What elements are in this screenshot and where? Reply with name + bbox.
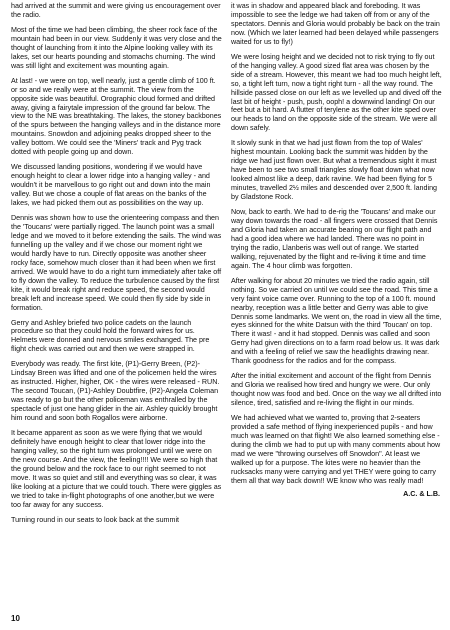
magazine-page <box>11 2 441 628</box>
paragraph: Everybody was ready. The first kite, (P1)-Gerry Breen, (P2)-Lindsay Breen was lifted and one of the policemen held the wires as instructed. Higher, higher, OK - the wires were released - RUN. The second Toucan, (P1)-Ashley Doubtfire, (P2)-Angela Coleman was ready to go but the other policeman was enthralled by the spectacle of just one hang glider in the air. Ashley quickly brought him round and soon both Rogallos were airborne. <box>11 360 220 423</box>
paragraph: Now, back to earth. We had to de-rig the 'Toucans' and make our way down towards the road - all fingers were crossed that Dennis and Gloria had taken an accurate bearing on our flight path and had a good idea where we had landed. There was no point in trying the radio, Llanberis was well out of range. We started walking, rejuvenated by the flight and re-living it time and time again. The 4 hour climb was forgotten. <box>231 208 438 270</box>
left-column <box>11 2 222 531</box>
right-column <box>231 2 442 499</box>
paragraph: Dennis was shown how to use the orienteering compass and then the 'Toucans' were partially rigged. The launch point was a small ledge and we moved to it before extending the sails. The wind was funnelling up the valley and if we chose our moment right we would hardly have to run. Directly opposite was another sheer rocky face, somehow much closer than it had been when we first arrived. We would have to do a right turn immediately after take off to fly down the valley. To reduce the turbulence caused by the first kite, it would break right and reduce speed, the second would break left and increase speed. We could then fly side by side in formation. <box>11 214 222 312</box>
paragraph: Gerry and Ashley briefed two police cadets on the launch procedure so that they could hold the forward wires for us. Helmets were donned and nervous smiles exchanged. The pre flight check was carried out and then we were strapped in. <box>11 318 210 354</box>
paragraph: After walking for about 20 minutes we tried the radio again, still nothing. So we carried on until we could see the road. This time a very faint voice came over. Running to the top of a 100 ft. mound nearby, reception was a little better and Gerry was able to give Dennis some landmarks. We went on, the road in view all the time, eyes skinned for the white Datsun with the third 'Toucan' on top. There it was! - and it had stopped. Dennis was called and soon Gerry had given directions on to a farm road below us. It was dark and with a feeling of relief we saw the headlights drawing near. Thank goodness for the radios and for the compass. <box>231 276 442 366</box>
paragraph: Most of the time we had been climbing, the sheer rock face of the mountain had been in our view. Suddenly it was very close and the thought of launching from it into the Alpine looking valley with its lakes, set our hearts pounding and stomachs churning. The wind was still light and excitement was mounting again. <box>11 25 222 70</box>
paragraph: At last! - we were on top, well nearly, just a gentle climb of 100 ft. or so and we really were at the summit. The view from the opposite side was beautiful. Orographic cloud formed and drifted away, giving a fairytale impression of the ground far below. The view to the NE was breathtaking. The lakes, the stoney backbones of the spurs between the hanging valleys and in the distance more mountains. Snowdon and adjoining peaks dropped sheer to the valley bottom. We could see the 'Miners' track and Pyg track dotted with people going up and down. <box>11 76 222 157</box>
paragraph: It slowly sunk in that we had just flown from the top of Wales' highest mountain. Looking back the summit was hidden by the ridge we had just flown over. But what a tremendous sight it must have been to see two small triangles slowly float down what now looked almost like a deep, dark ravine. We had been flying for 5 minutes, travelled 2½ miles and descended over 2,500 ft. landing by Gladstone Rock. <box>231 139 438 202</box>
paragraph: We discussed landing positions, wondering if we would have enough height to clear a lower ridge into a hanging valley - and wouldn't it be marvellous to go right out and down into the main valley. But we chose a couple of flat areas on the banks of the lakes, we had picked them out as possibilities on the way up. <box>11 163 211 208</box>
paragraph: It became apparent as soon as we were flying that we would definitely have enough height to clear that lower ridge into the hanging valley, so the right turn was prolonged until we were on the new course. And the view, the feeling!!!! We were so high that the ground below and the rock face to our right seemed to not move. It was so quiet and still and everything was so clear, it was like looking at a picture that we could touch. There were giggles as we tried to take in-flight photographs of one another,but we were too far away for any success. <box>11 428 222 509</box>
author-signoff: A.C. & L.B. <box>403 489 440 498</box>
paragraph: We were losing height and we decided not to risk trying to fly out of the hanging valley. A good sized flat area was chosen by the side of a stream. However, this meant we had too much height left, so, a tight left turn, now a tight right turn - all the way round. The hillside passed close on our left as we levelled up and dived off the last bit of height - push, push, ooph! a downwind landing! On our feet but a bit hard. A flutter of terylene as the other kite sped over our heads to land on the opposite side of the stream. We were all down safely. <box>231 52 442 133</box>
paragraph: Turning round in our seats to look back at the summit <box>11 515 180 524</box>
paragraph: After the initial excitement and account of the flight from Dennis and Gloria we realised how tired and hungry we were. Our only thought now was food and bed. Once on the way we all drifted into silence, tired, satisfied and re-living the flight in our minds. <box>231 372 442 408</box>
paragraph: it was in shadow and appeared black and foreboding. It was impossible to see the ledge we had taken off from or any of the spectators. Dennis and Gloria would probably be back on the train now. (Which we later learned had been delayed while passengers waited for us to fly!) <box>231 2 440 46</box>
page-number: 10 <box>11 614 20 623</box>
paragraph: We had achieved what we wanted to, proving that 2-seaters provided a safe method of flying inexperienced pupils - and how much was learned on that flight! We also learned something else - during the climb we had to put up with many comments about how mad we were "throwing ourselves off Snowdon". At least we walked up for a purpose. The kites were no heavier than the rucksacks many were carrying and yet THEY were going to carry them all that way back down!! WE know who was really mad! <box>231 414 441 485</box>
paragraph: had arrived at the summit and were giving us encouragement over the radio. <box>11 2 221 19</box>
